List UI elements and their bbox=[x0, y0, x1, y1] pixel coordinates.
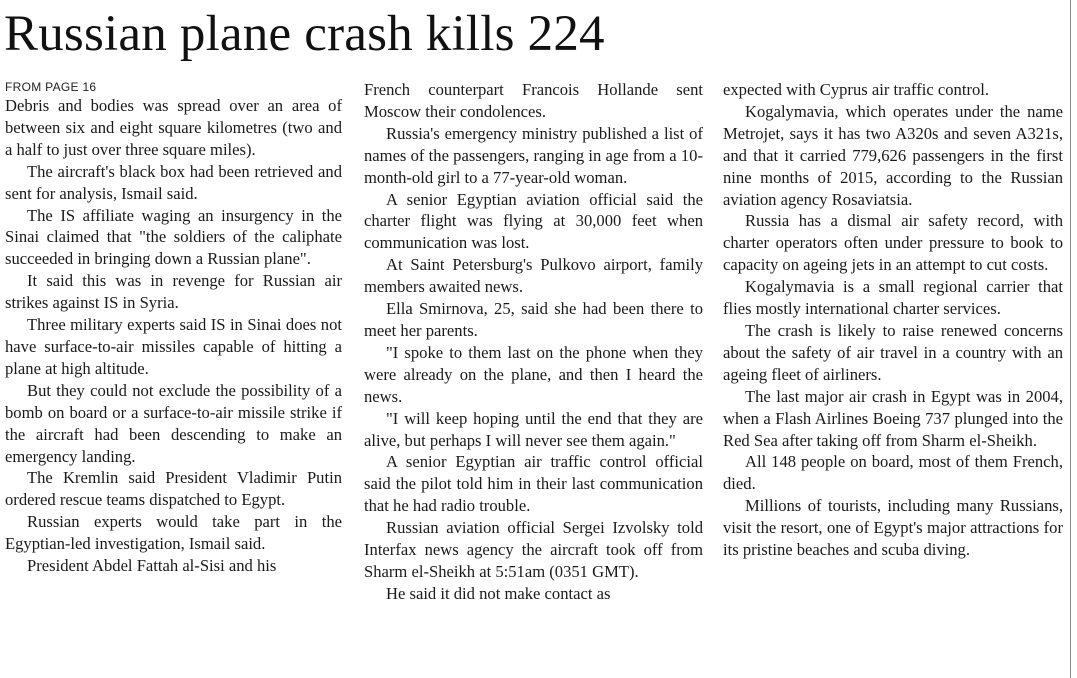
article-column-3 bbox=[723, 79, 1063, 561]
paragraph: At Saint Petersburg's Pulkovo airport, family members awaited news. bbox=[364, 255, 703, 297]
paragraph: Russian experts would take part in the Egyptian-led investigation, Ismail said. bbox=[5, 512, 342, 554]
paragraph: All 148 people on board, most of them French, died. bbox=[723, 452, 1063, 494]
page-edge-rule bbox=[1070, 0, 1071, 678]
paragraph: A senior Egyptian aviation official said the charter flight was flying at 30,000 feet when communication was lost. bbox=[364, 189, 703, 253]
headline: Russian plane crash kills 224 bbox=[4, 6, 605, 62]
paragraph: But they could not exclude the possibility of a bomb on board or a surface-to-air missile strike if the aircraft had been descending to make an emergency landing. bbox=[5, 380, 342, 466]
paragraph: Kogalymavia, which operates under the name Metrojet, says it has two A320s and seven A321s, and that it carried 779,626 passengers in the first nine months of 2015, according to the Russian aviation agency Rosaviatsia. bbox=[723, 101, 1063, 209]
paragraph: "I spoke to them last on the phone when they were already on the plane, and then I heard the news. bbox=[364, 342, 703, 406]
paragraph: The Kremlin said President Vladimir Putin ordered rescue teams dispatched to Egypt. bbox=[5, 468, 342, 510]
article-column-1 bbox=[5, 79, 342, 577]
paragraph: "I will keep hoping until the end that they are alive, but perhaps I will never see them again." bbox=[364, 408, 703, 450]
paragraph: expected with Cyprus air traffic control. bbox=[723, 80, 990, 99]
paragraph: The crash is likely to raise renewed concerns about the safety of air travel in a country with an ageing fleet of airliners. bbox=[723, 320, 1063, 384]
paragraph: Millions of tourists, including many Russians, visit the resort, one of Egypt's major attractions for its pristine beaches and scuba diving. bbox=[723, 496, 1063, 560]
paragraph: He said it did not make contact as bbox=[386, 583, 611, 603]
article-column-2 bbox=[364, 79, 703, 605]
paragraph: It said this was in revenge for Russian air strikes against IS in Syria. bbox=[5, 271, 342, 313]
paragraph: Russia's emergency ministry published a list of names of the passengers, ranging in age from a 10-month-old girl to a 77-year-old woman. bbox=[364, 123, 703, 187]
paragraph: President Abdel Fattah al-Sisi and his bbox=[27, 556, 277, 576]
paragraph: French counterpart Francois Hollande sent Moscow their condolences. bbox=[364, 80, 703, 121]
paragraph: A senior Egyptian air traffic control official said the pilot told him in their last communication that he had radio trouble. bbox=[364, 452, 703, 516]
paragraph: Russia has a dismal air safety record, with charter operators often under pressure to book to capacity on ageing jets in an attempt to cut costs. bbox=[723, 211, 1063, 275]
paragraph: Russian aviation official Sergei Izvolsky told Interfax news agency the aircraft took off from Sharm el-Sheikh at 5:51am (0351 GMT). bbox=[364, 518, 703, 581]
paragraph: Debris and bodies was spread over an area of between six and eight square kilometres (two and a half to just over three square miles). bbox=[5, 96, 342, 159]
continued-from-label: FROM PAGE 16 bbox=[5, 80, 97, 94]
paragraph: The IS affiliate waging an insurgency in the Sinai claimed that "the soldiers of the caliphate succeeded in bringing down a Russian plane". bbox=[5, 205, 342, 269]
paragraph: Kogalymavia is a small regional carrier that flies mostly international charter services. bbox=[723, 277, 1063, 319]
paragraph: Three military experts said IS in Sinai does not have surface-to-air missiles capable of hitting a plane at high altitude. bbox=[5, 315, 342, 378]
paragraph: The aircraft's black box had been retrieved and sent for analysis, Ismail said. bbox=[5, 161, 342, 203]
paragraph: The last major air crash in Egypt was in 2004, when a Flash Airlines Boeing 737 plunged into the Red Sea after taking off from Sharm el-Sheikh. bbox=[723, 386, 1063, 450]
paragraph: Ella Smirnova, 25, said she had been there to meet her parents. bbox=[364, 299, 703, 340]
